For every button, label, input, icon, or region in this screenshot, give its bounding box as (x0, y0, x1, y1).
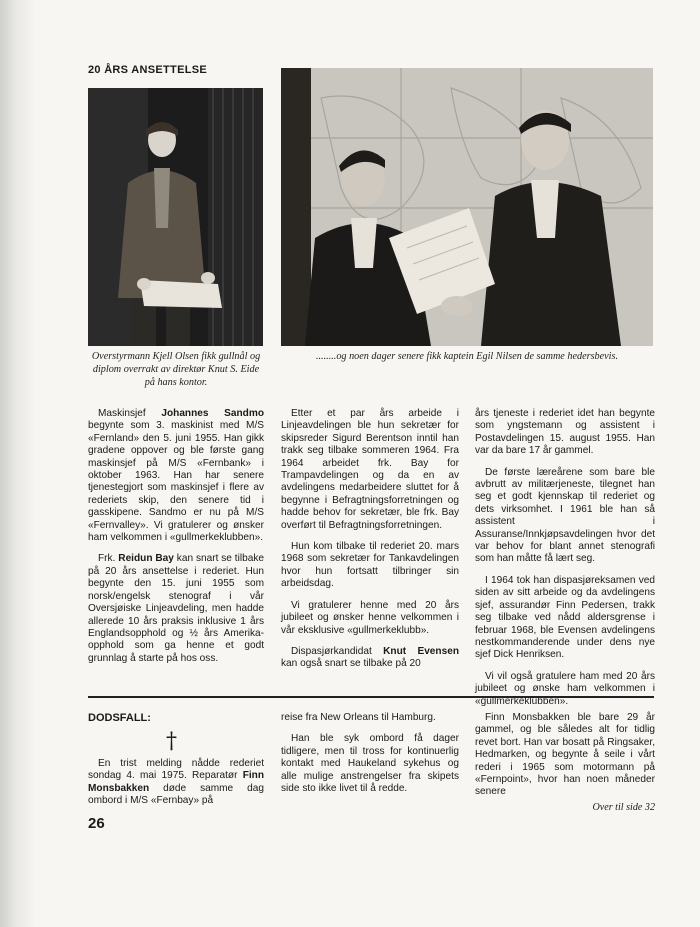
photo-kjell-olsen-image (88, 88, 263, 346)
person-name: Johannes Sandmo (161, 408, 264, 419)
caption-right-photo: ........og noen dager senere fikk kaptein Egil Nilsen de samme hedersbevis. (315, 351, 619, 362)
person-name: Knut Evensen (383, 645, 459, 657)
photo-egil-nilsen-image (281, 68, 653, 346)
article-column-2 (281, 408, 459, 680)
obituary-column-1 (88, 758, 264, 817)
cross-icon: † (166, 729, 177, 754)
paragraph-text: kan også snart se tilbake på 20 (281, 658, 421, 670)
photo-egil-nilsen (281, 68, 653, 346)
section-title: 20 ÅRS ANSETTELSE (88, 64, 207, 76)
person-name: Finn Monsbakken (88, 770, 264, 794)
paragraph: Vi gratulerer henne med 20 års jubileet og ønsker henne velkommen i vår eksklusive «gullmerkeklubb». (281, 599, 459, 636)
obituary-paragraph (88, 758, 264, 808)
paragraph-text: døde samme dag ombord i M/S «Fernbay» på (88, 782, 264, 807)
title-prefix: Frk. (98, 553, 116, 565)
paragraph-text: kan snart se tilbake på 20 års ansettelse i rederiet. Hun begynte den 15. juni 1955 som norsk/engelsk stenograf i vår Oversjøiske Linjeavdeling, men hadde allerede 10 års praksis inklusive 1 års Englandsopphold og ½ års Amerika-opphold som ga henne et godt grunnlag å starte på hos oss. (88, 553, 264, 664)
paragraph-evensen (281, 646, 459, 671)
obituary-column-2 (281, 712, 459, 804)
page-number: 26 (88, 815, 105, 832)
obituary-column-3 (475, 712, 655, 814)
paragraph-text: En trist melding nådde rederiet sondag 4. mai 1975. Reparatør (88, 758, 264, 782)
obituary-paragraph: Han ble syk ombord få dager tidligere, men til tross for kontinuerlig kontakt med Haukeland sykehus og alle mulige anstrengelser fra skipets side sto ikke livet til å redde. (281, 733, 459, 795)
paragraph: I 1964 tok han dispasjøreksamen ved siden av sitt arbeide og da avdelingens sjef, assurandør Finn Pedersen, trakk seg tilbake ved nådd aldersgrense i februar 1968, ble Evensen avdelingens nestkommanderende under dens nye sjef Dick Henriksen. (475, 574, 655, 661)
page-gutter-shadow (0, 0, 36, 927)
paragraph: De første læreårene som bare ble avbrutt av militærjeneste, tilegnet han seg et godt kjennskap til rederiet og dets virksomhet. I 1961 ble han så assistent i Assuranse/Innkjøpsavdelingen hvor det var behov for blant annet stenografi som han måtte få lært seg. (475, 466, 655, 565)
paragraph: års tjeneste i rederiet idet han begynte som yngstemann og assistent i Postavdelingen 15. august 1955. Han var da bare 17 år gammel. (475, 408, 655, 457)
obituary-paragraph: Finn Monsbakken ble bare 29 år gammel, og ble således alt for tidlig revet bort. Han var bosatt på Ringsaker, Hedmarken, og begynte å seile i vårt rederi i 1965 som motormann på «Fernpoint», hvor han noen måneder senere (475, 712, 655, 798)
paragraph: Hun kom tilbake til rederiet 20. mars 1968 som sekretær for Tankavdelingen hvor hun fortsatt tilbringer sin arbeidsdag. (281, 541, 459, 590)
photo-kjell-olsen (88, 88, 263, 346)
caption-left-photo: Overstyrmann Kjell Olsen fikk gullnål og diplom overrakt av direktør Knut S. Eide på hans kontor. (91, 351, 261, 388)
title-prefix: Dispasjørkandidat (291, 645, 372, 657)
article-column-3 (475, 408, 655, 717)
obituary-title: DODSFALL: (88, 712, 151, 724)
obituary-paragraph: reise fra New Orleans til Hamburg. (281, 712, 436, 723)
paragraph: Vi vil også gratulere ham med 20 års jubileet og ønske ham velkommen i «gullmerkeklubben». (475, 670, 655, 707)
person-name: Reidun Bay (118, 553, 174, 565)
section-divider (88, 696, 654, 698)
paragraph-bay (88, 553, 264, 665)
article-column-1 (88, 408, 264, 674)
paragraph-sandmo (88, 408, 264, 544)
continued-reference: Over til side 32 (592, 801, 655, 813)
paragraph-text: begynte som 3. maskinist med M/S «Fernland» den 5. juni 1955. Han gikk gradene oppover og ble første gang maskinsjef på M/S «Fernbank» i oktober 1963. Han har senere tjenestegjort som maskinsjef i flere av rederiets skip, den senere tid i gasskipene. Sandmo er nu på M/S «Fernvalley». Vi gratulerer og ønsker ham velkommen i «gullmerkeklubben». (88, 420, 264, 544)
title-prefix: Maskinsjef (98, 408, 146, 419)
paragraph: Etter et par års arbeide i Linjeavdelingen ble hun sekretær for skipsreder Sigurd Berentson inntil han trakk seg tilbake sommeren 1964. Fra 1964 arbeidet frk. Bay for Trampavdelingen og da en av avdelingens medarbeidere sluttet for å begynne i Befragtningsforretningen og hadde behov for sekretær, ble frk. Bay overført til Befragtningsforretningen. (281, 408, 459, 531)
